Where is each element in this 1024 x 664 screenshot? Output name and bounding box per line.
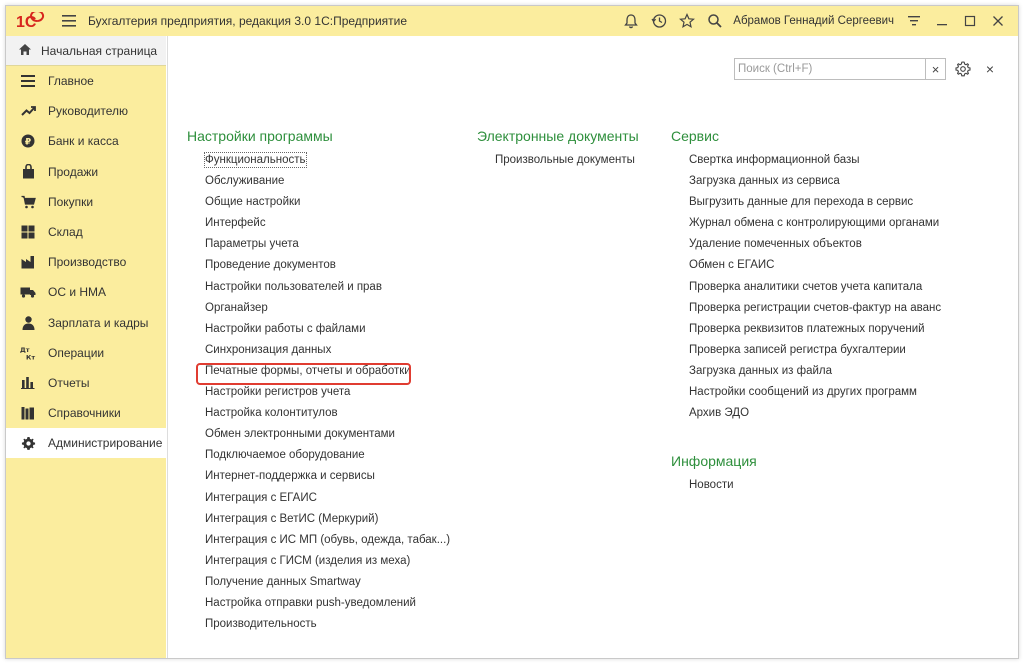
sidebar-item[interactable] xyxy=(6,96,166,126)
sidebar-item-label: Администрирование xyxy=(48,436,163,451)
1c-logo-icon xyxy=(16,11,52,31)
link-label: Интеграция с ИС МП (обувь, одежда, табак...) xyxy=(205,533,451,546)
sidebar-item[interactable] xyxy=(6,157,166,187)
factory-icon xyxy=(20,254,36,270)
cart-icon xyxy=(20,194,36,210)
sidebar-item[interactable] xyxy=(6,187,166,217)
group-title: Настройки программы xyxy=(187,128,333,144)
settings-link[interactable] xyxy=(205,530,450,551)
link-label: Органайзер xyxy=(205,301,268,314)
link-label: Проверка реквизитов платежных поручений xyxy=(689,322,925,335)
link-label: Интеграция с ВетИС (Меркурий) xyxy=(205,512,379,525)
history-icon[interactable] xyxy=(645,6,673,36)
truck-icon xyxy=(20,284,36,300)
sidebar-item[interactable] xyxy=(6,368,166,398)
link-label: Обслуживание xyxy=(205,175,285,188)
settings-link[interactable] xyxy=(205,466,450,487)
settings-link[interactable] xyxy=(205,255,450,276)
home-icon xyxy=(18,43,32,59)
link-label: Проверка аналитики счетов учета капитала xyxy=(689,280,923,293)
group-title: Информация xyxy=(671,453,757,470)
edocs-links xyxy=(495,150,639,171)
gear-icon xyxy=(20,435,36,451)
settings-link[interactable] xyxy=(689,319,941,340)
settings-link[interactable] xyxy=(205,213,450,234)
settings-link[interactable] xyxy=(205,403,450,424)
settings-links xyxy=(205,150,450,635)
search-clear-button[interactable]: × xyxy=(925,59,945,79)
link-label: Настройки работы с файлами xyxy=(205,322,366,335)
sidebar-item-label: Зарплата и кадры xyxy=(48,315,149,330)
sections-list xyxy=(6,66,166,458)
user-name[interactable]: Абрамов Геннадий Сергеевич xyxy=(733,15,894,27)
sidebar-item-label: Руководителю xyxy=(48,104,129,119)
sidebar-item[interactable] xyxy=(6,398,166,428)
link-label: Настройка колонтитулов xyxy=(205,407,338,420)
person-icon xyxy=(20,315,36,331)
settings-link[interactable] xyxy=(689,277,941,298)
warehouse-grid-icon xyxy=(20,224,36,240)
settings-link[interactable] xyxy=(689,234,941,255)
info-links xyxy=(689,475,941,496)
maximize-icon[interactable] xyxy=(956,6,984,36)
svg-text:Кт: Кт xyxy=(26,353,36,360)
link-label: Интернет-поддержка и сервисы xyxy=(205,470,375,483)
settings-group xyxy=(187,126,450,635)
link-label: Интеграция с ЕГАИС xyxy=(205,491,317,504)
settings-link[interactable] xyxy=(205,445,450,466)
settings-link[interactable] xyxy=(689,255,941,276)
settings-link[interactable] xyxy=(689,150,941,171)
trend-up-icon xyxy=(20,103,36,119)
sidebar-item[interactable] xyxy=(6,338,166,368)
settings-link[interactable] xyxy=(205,593,450,614)
link-label: Получение данных Smartway xyxy=(205,575,361,588)
service-group xyxy=(671,126,941,496)
link-label: Архив ЭДО xyxy=(689,407,750,420)
link-label: Настройка отправки push-уведомлений xyxy=(205,596,416,609)
link-label: Загрузка данных из файла xyxy=(689,364,832,377)
sidebar-item-label: ОС и НМА xyxy=(48,285,107,300)
link-label: Обмен с ЕГАИС xyxy=(689,259,775,272)
settings-link[interactable] xyxy=(205,382,450,403)
sidebar-item-label: Продажи xyxy=(48,164,99,179)
link-label: Проведение документов xyxy=(205,259,336,272)
sidebar-item-label: Склад xyxy=(48,225,83,240)
ruble-coin-icon xyxy=(20,133,36,149)
sidebar-item[interactable] xyxy=(6,247,166,277)
menu-lines-icon xyxy=(20,73,36,89)
window-title: Бухгалтерия предприятия, редакция 3.0 1С:Предприятие xyxy=(88,14,408,28)
minimize-icon[interactable] xyxy=(928,6,956,36)
settings-link[interactable] xyxy=(205,340,450,361)
search-field[interactable] xyxy=(734,58,946,80)
settings-link[interactable] xyxy=(205,234,450,255)
link-label: Функциональность xyxy=(205,154,306,166)
link-label: Проверка регистрации счетов-фактур на аванс xyxy=(689,301,942,314)
sections-panel xyxy=(6,36,166,658)
group-title: Электронные документы xyxy=(477,128,639,144)
sidebar-item-label: Банк и касса xyxy=(48,134,119,149)
settings-link[interactable] xyxy=(689,213,941,234)
dt-kt-icon xyxy=(20,345,36,361)
settings-link[interactable] xyxy=(689,171,941,192)
service-links xyxy=(689,150,941,424)
link-label: Интеграция с ГИСМ (изделия из меха) xyxy=(205,554,411,567)
sidebar-item[interactable] xyxy=(6,277,166,307)
link-label: Новости xyxy=(689,479,734,492)
settings-link[interactable] xyxy=(689,361,941,382)
link-label: Удаление помеченных объектов xyxy=(689,238,862,251)
settings-link[interactable] xyxy=(495,150,639,171)
link-label: Общие настройки xyxy=(205,196,301,209)
bar-chart-icon xyxy=(20,375,36,391)
home-page-tab[interactable] xyxy=(6,36,166,66)
settings-lines-icon[interactable] xyxy=(900,6,928,36)
settings-link[interactable] xyxy=(689,340,941,361)
link-label: Проверка записей регистра бухгалтерии xyxy=(689,343,906,356)
link-label: Произвольные документы xyxy=(495,154,635,166)
settings-link[interactable] xyxy=(205,171,450,192)
settings-link[interactable] xyxy=(689,403,941,424)
link-label: Настройки регистров учета xyxy=(205,386,351,399)
link-label: Печатные формы, отчеты и обработки xyxy=(205,364,411,377)
sidebar-item-label: Операции xyxy=(48,345,105,360)
sidebar-item-label: Главное xyxy=(48,74,94,89)
sidebar-item-label: Отчеты xyxy=(48,375,90,390)
link-label: Подключаемое оборудование xyxy=(205,449,365,462)
svg-text:1C: 1C xyxy=(16,14,37,30)
gear-icon[interactable] xyxy=(954,60,972,78)
settings-link[interactable] xyxy=(689,475,941,496)
settings-link[interactable] xyxy=(205,614,450,635)
svg-text:Дт: Дт xyxy=(20,345,30,354)
settings-link[interactable] xyxy=(205,319,450,340)
administration-panel xyxy=(167,36,1018,658)
link-label: Интерфейс xyxy=(205,217,266,230)
link-label: Параметры учета xyxy=(205,238,299,251)
settings-link[interactable] xyxy=(205,509,450,530)
settings-link[interactable] xyxy=(205,488,450,509)
shopping-bag-icon xyxy=(20,164,36,180)
bell-icon[interactable] xyxy=(617,6,645,36)
link-label: Свертка информационной базы xyxy=(689,154,860,166)
main-menu-icon[interactable] xyxy=(58,10,80,32)
window-close-icon[interactable] xyxy=(984,6,1012,36)
group-title: Сервис xyxy=(671,128,719,144)
star-icon[interactable] xyxy=(673,6,701,36)
link-label: Журнал обмена с контролирующими органами xyxy=(689,217,940,230)
settings-link[interactable] xyxy=(205,572,450,593)
settings-link[interactable] xyxy=(689,382,941,403)
sidebar-item-label: Производство xyxy=(48,255,127,270)
settings-link[interactable] xyxy=(689,192,941,213)
settings-link[interactable] xyxy=(205,150,450,171)
link-label: Синхронизация данных xyxy=(205,343,332,356)
settings-link[interactable] xyxy=(205,361,450,382)
link-label: Выгрузить данные для перехода в сервис xyxy=(689,196,914,209)
link-label: Загрузка данных из сервиса xyxy=(689,175,840,188)
link-label: Настройки сообщений из других программ xyxy=(689,386,917,399)
settings-link[interactable] xyxy=(205,192,450,213)
search-icon[interactable] xyxy=(701,6,729,36)
sidebar-item[interactable] xyxy=(6,66,166,96)
link-label: Производительность xyxy=(205,618,317,631)
settings-link[interactable] xyxy=(205,277,450,298)
link-label: Обмен электронными документами xyxy=(205,428,395,441)
settings-link[interactable] xyxy=(205,551,450,572)
home-page-label: Начальная страница xyxy=(41,43,158,58)
sidebar-item-label: Покупки xyxy=(48,194,94,209)
settings-link[interactable] xyxy=(689,298,941,319)
close-form-button[interactable]: × xyxy=(985,61,995,77)
edocs-group xyxy=(477,126,639,171)
sidebar-item[interactable] xyxy=(6,217,166,247)
info-group xyxy=(671,451,941,496)
sidebar-item[interactable] xyxy=(6,126,166,156)
sidebar-item[interactable] xyxy=(6,428,166,458)
title-bar xyxy=(6,6,1018,36)
title-bar-actions xyxy=(617,6,1012,36)
search-input[interactable] xyxy=(735,59,925,79)
sidebar-item-label: Справочники xyxy=(48,406,121,421)
svg-text:₽: ₽ xyxy=(24,137,32,148)
books-icon xyxy=(20,405,36,421)
settings-link[interactable] xyxy=(205,424,450,445)
link-label: Настройки пользователей и прав xyxy=(205,280,382,293)
app-window xyxy=(5,5,1019,659)
sidebar-item[interactable] xyxy=(6,308,166,338)
settings-link[interactable] xyxy=(205,298,450,319)
